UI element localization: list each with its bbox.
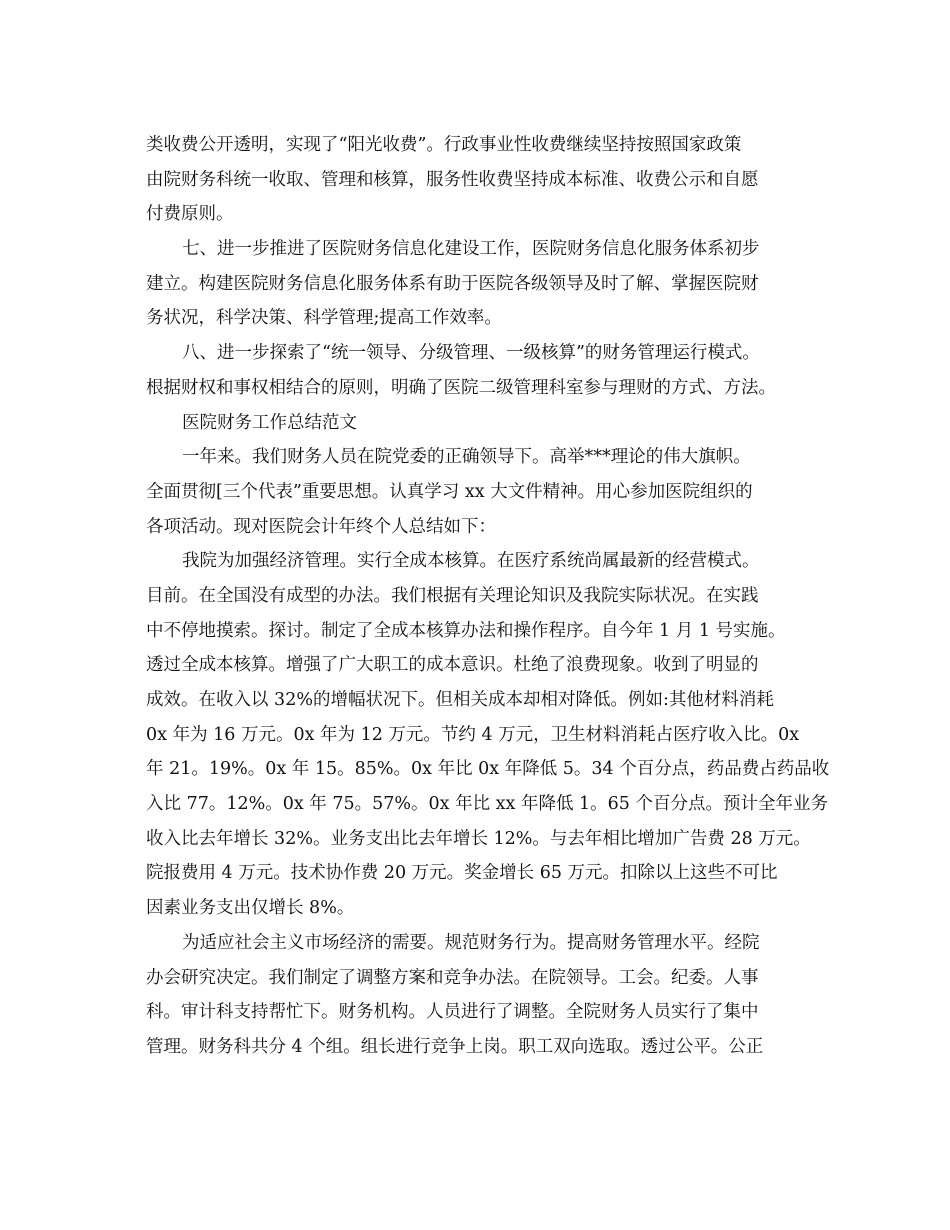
text-line: 为适应社会主义市场经济的需要。规范财务行为。提高财务管理水平。经院 — [182, 932, 760, 953]
text-line: 中不停地摸索。探讨。制定了全成本核算办法和操作程序。自今年 1 月 1 号实施。 — [146, 620, 786, 641]
text-line: 全面贯彻[三个代表”重要思想。认真学习 xx 大文件精神。用心参加医院组织的 — [146, 481, 753, 502]
text-line: 科。审计科支持帮忙下。财务机构。人员进行了调整。全院财务人员实行了集中 — [146, 1002, 759, 1023]
text-line: 因素业务支出仅增长 8%。 — [146, 898, 355, 919]
text-line: 入比 77。12%。0x 年 75。57%。0x 年比 xx 年降低 1。65 个百分点。预计全年业务 — [146, 794, 828, 815]
text-line: 七、进一步推进了医院财务信息化建设工作，医院财务信息化服务体系初步 — [182, 239, 760, 260]
text-line: 透过全成本核算。增强了广大职工的成本意识。杜绝了浪费现象。收到了明显的 — [146, 655, 759, 676]
text-line: 根据财权和事权相结合的原则，明确了医院二级管理科室参与理财的方式、方法。 — [146, 377, 776, 398]
text-line: 管理。财务科共分 4 个组。组长进行竞争上岗。职工双向选取。透过公平。公正 — [146, 1036, 764, 1057]
text-line: 我院为加强经济管理。实行全成本核算。在医疗系统尚属最新的经营模式。 — [182, 551, 760, 572]
text-line: 各项活动。现对医院会计年终个人总结如下： — [146, 516, 496, 537]
text-line: 建立。构建医院财务信息化服务体系有助于医院各级领导及时了解、掌握医院财 — [146, 273, 759, 294]
text-line: 办会研究决定。我们制定了调整方案和竞争办法。在院领导。工会。纪委。人事 — [146, 967, 759, 988]
document-body — [146, 128, 830, 1065]
text-line: 0x 年为 16 万元。0x 年为 12 万元。节约 4 万元，卫生材料消耗占医疗收入比。0x — [146, 724, 800, 745]
text-line: 成效。在收入以 32%的增幅状况下。但相关成本却相对降低。例如:其他材料消耗 — [146, 690, 774, 710]
text-line: 目前。在全国没有成型的办法。我们根据有关理论知识及我院实际状况。在实践 — [146, 585, 759, 606]
text-line: 医院财务工作总结范文 — [182, 412, 357, 433]
text-line: 由院财务科统一收取、管理和核算，服务性收费坚持成本标准、收费公示和自愿 — [146, 169, 759, 190]
text-line: 一年来。我们财务人员在院党委的正确领导下。高举***理论的伟大旗帜。 — [182, 447, 751, 468]
text-line: 收入比去年增长 32%。业务支出比去年增长 12%。与去年相比增加广告费 28 万元。 — [146, 828, 811, 849]
text-line: 付费原则。 — [146, 204, 234, 225]
text-line: 院报费用 4 万元。技术协作费 20 万元。奖金增长 65 万元。扣除以上这些不可比 — [146, 863, 778, 884]
text-line: 八、进一步探索了“统一领导、分级管理、一级核算”的财务管理运行模式。 — [182, 343, 760, 364]
text-line: 务状况，科学决策、科学管理;提高工作效率。 — [146, 308, 502, 329]
text-line: 年 21。19%。0x 年 15。85%。0x 年比 0x 年降低 5。34 个百分点，药品费占药品收 — [146, 759, 830, 780]
text-line: 类收费公开透明，实现了“阳光收费”。行政事业性收费继续坚持按照国家政策 — [146, 135, 742, 155]
